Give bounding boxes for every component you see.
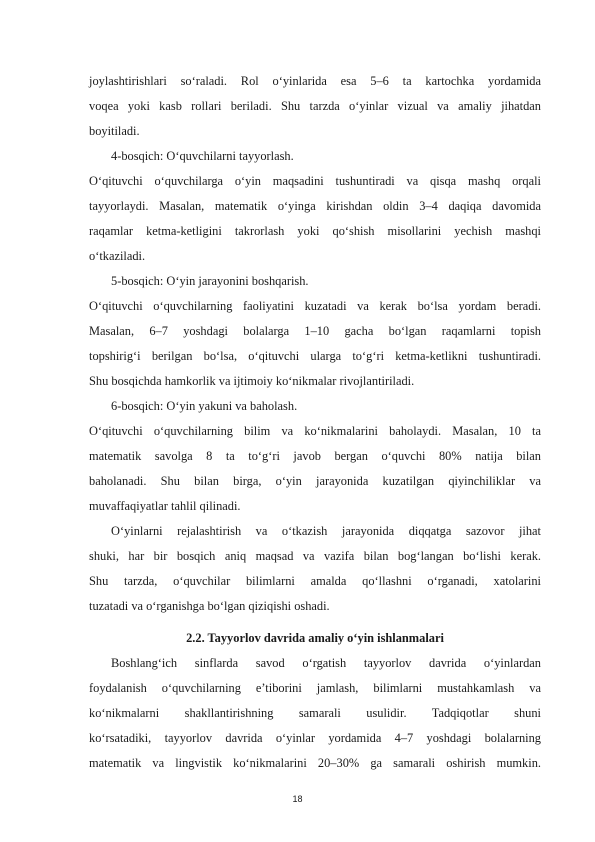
page-number: 18 bbox=[292, 794, 303, 804]
text-line: tuzatadi va o‘rganishga bo‘lgan qiziqishi oshadi. bbox=[89, 599, 330, 613]
text-line: baholanadi. Shu bilan birga, o‘yin jarayonida kuzatilgan qiyinchiliklar va bbox=[89, 474, 541, 488]
text-line: joylashtirishlari so‘raladi. Rol o‘yinlarida esa 5–6 ta kartochka yordamida bbox=[89, 74, 541, 88]
section-heading: 2.2. Tayyorlov davrida amaliy o‘yin ishlanmalari bbox=[186, 631, 444, 645]
text-line: O‘yinlarni rejalashtirish va o‘tkazish jarayonida diqqatga sazovor jihat bbox=[111, 524, 541, 538]
text-line: o‘tkaziladi. bbox=[89, 249, 146, 263]
step-heading: 6-bosqich: O‘yin yakuni va baholash. bbox=[111, 399, 298, 413]
text-line: Masalan, 6–7 yoshdagi bolalarga 1–10 gacha bo‘lgan raqamlarni topish bbox=[89, 324, 541, 338]
text-line: muvaffaqiyatlar tahlil qilinadi. bbox=[89, 499, 241, 513]
text-line: O‘qituvchi o‘quvchilarga o‘yin maqsadini tushuntiradi va qisqa mashq orqali bbox=[89, 174, 541, 188]
text-line: matematik savolga 8 ta to‘g‘ri javob bergan o‘quvchi 80% natija bilan bbox=[89, 449, 541, 463]
text-line: boyitiladi. bbox=[89, 124, 140, 138]
text-line: O‘qituvchi o‘quvchilarning faoliyatini kuzatadi va kerak bo‘lsa yordam beradi. bbox=[89, 299, 541, 313]
text-line: Boshlang‘ich sinflarda savod o‘rgatish tayyorlov davrida o‘yinlardan bbox=[111, 656, 541, 670]
text-line: tayyorlaydi. Masalan, matematik o‘yinga kirishdan oldin 3–4 daqiqa davomida bbox=[89, 199, 541, 213]
text-line: matematik va lingvistik ko‘nikmalarini 20–30% ga samarali oshirish mumkin. bbox=[89, 756, 541, 770]
text-line: ko‘rsatadiki, tayyorlov davrida o‘yinlar yordamida 4–7 yoshdagi bolalarning bbox=[89, 731, 541, 745]
text-line: shuki, har bir bosqich aniq maqsad va vazifa bilan bog‘langan bo‘lishi kerak. bbox=[89, 549, 541, 563]
text-line: topshirig‘i berilgan bo‘lsa, o‘qituvchi ularga to‘g‘ri ketma-ketlikni tushuntiradi. bbox=[89, 349, 541, 363]
text-line: voqea yoki kasb rollari beriladi. Shu tarzda o‘yinlar vizual va amaliy jihatdan bbox=[89, 99, 541, 113]
text-line: Shu bosqichda hamkorlik va ijtimoiy ko‘nikmalar rivojlantiriladi. bbox=[89, 374, 415, 388]
text-line: ko‘nikmalarni shakllantirishning samarali usulidir. Tadqiqotlar shuni bbox=[89, 706, 541, 720]
text-line: Shu tarzda, o‘quvchilar bilimlarni amalda qo‘llashni o‘rganadi, xatolarini bbox=[89, 574, 541, 588]
text-line: foydalanish o‘quvchilarning e’tiborini jamlash, bilimlarni mustahkamlash va bbox=[89, 681, 541, 695]
text-line: O‘qituvchi o‘quvchilarning bilim va ko‘nikmalarini baholaydi. Masalan, 10 ta bbox=[89, 424, 541, 438]
step-heading: 4-bosqich: O‘quvchilarni tayyorlash. bbox=[111, 149, 294, 163]
step-heading: 5-bosqich: O‘yin jarayonini boshqarish. bbox=[111, 274, 309, 288]
text-line: raqamlar ketma-ketligini takrorlash yoki qo‘shish misollarini yechish mashqi bbox=[89, 224, 541, 238]
